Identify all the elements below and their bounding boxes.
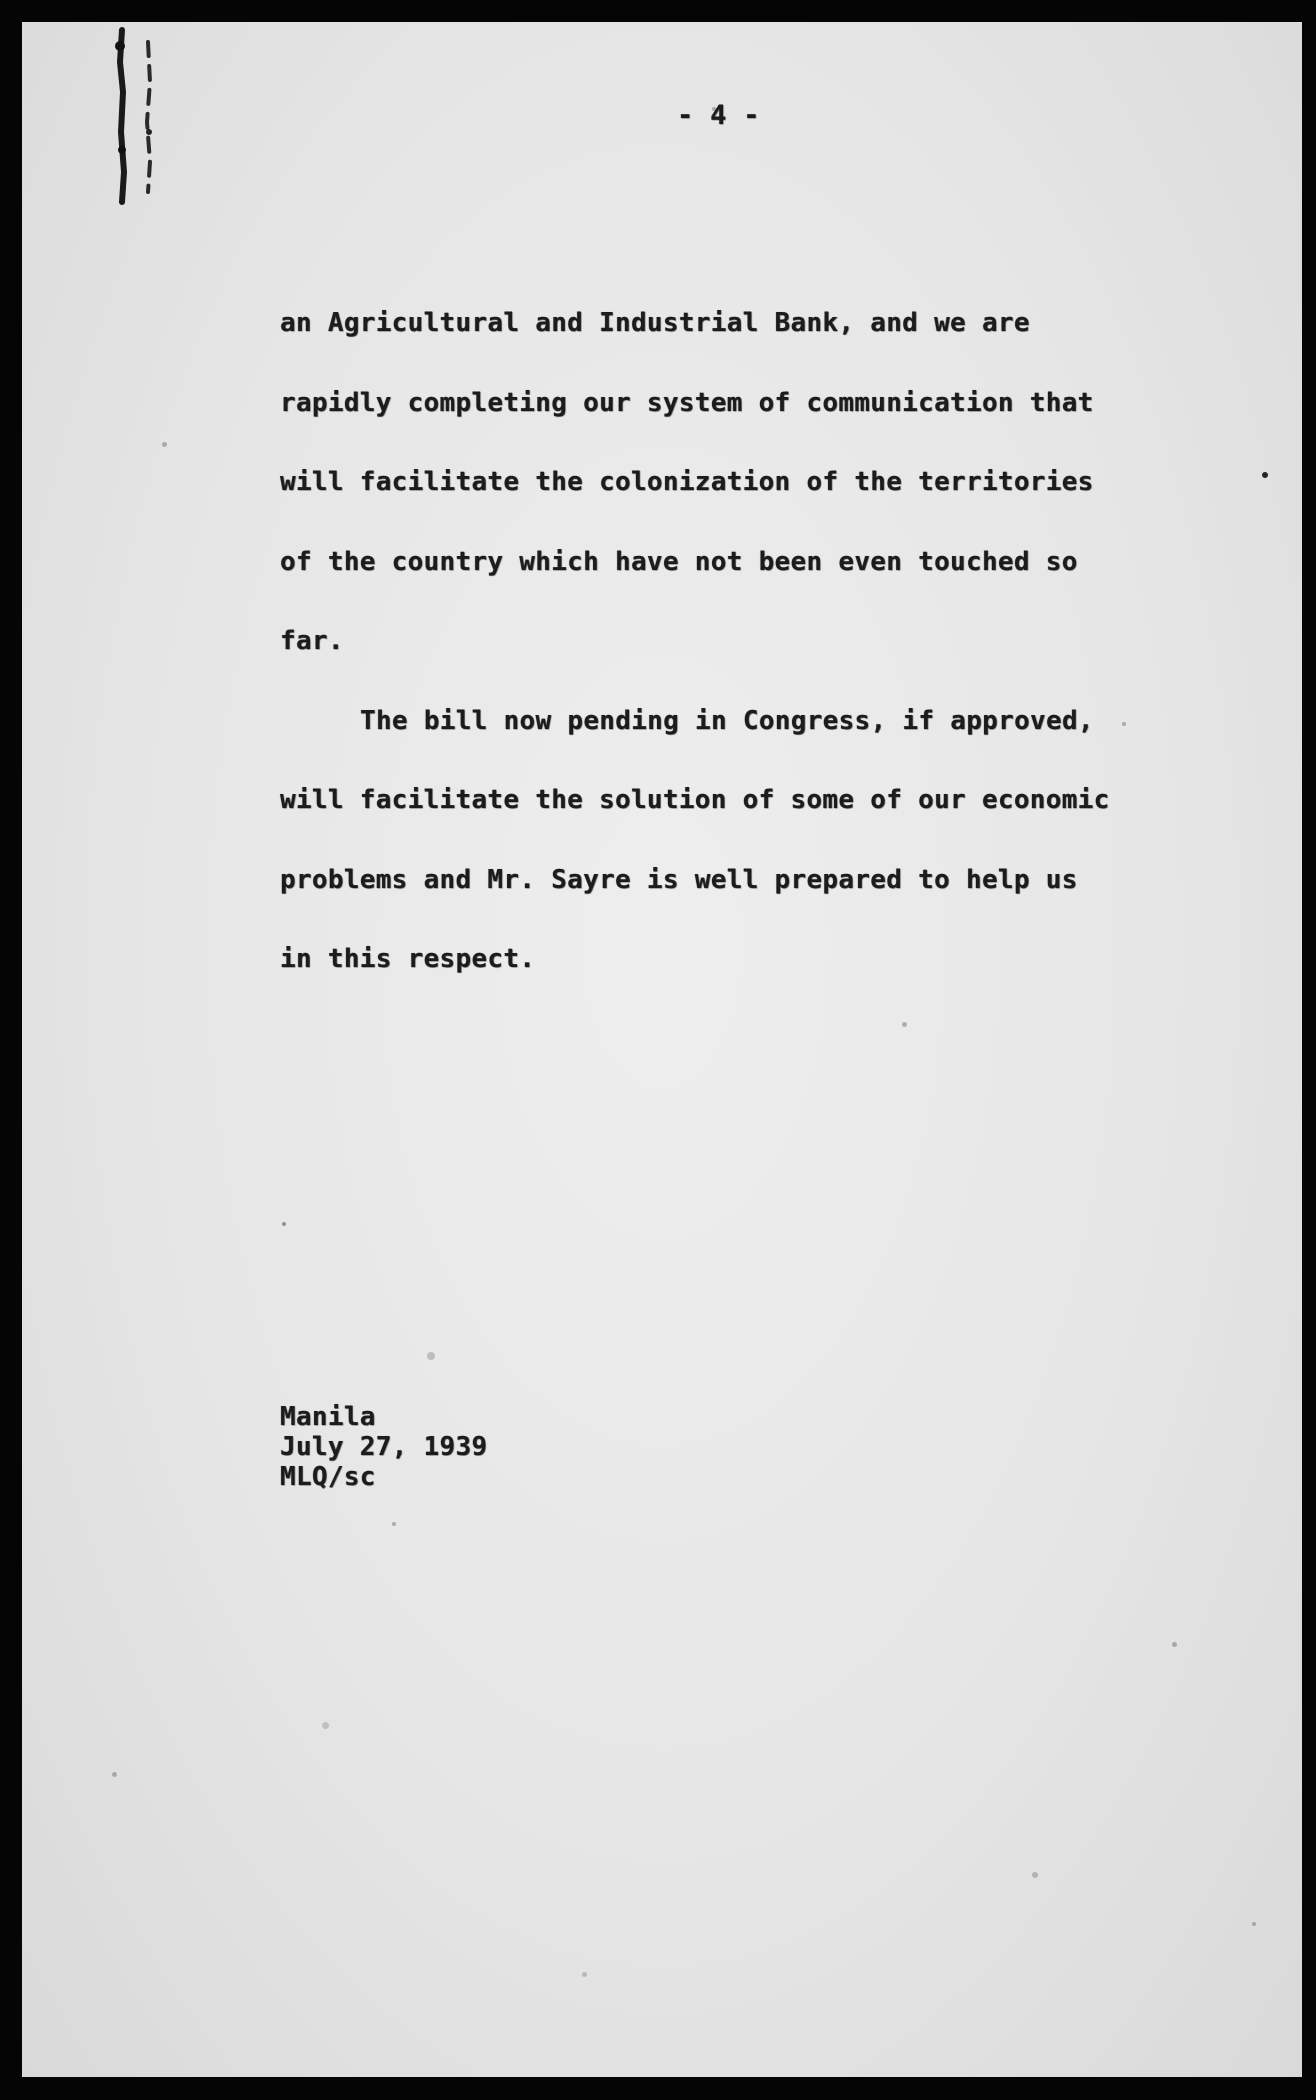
signoff-reference: MLQ/sc	[280, 1462, 376, 1492]
signoff-place: Manila	[280, 1402, 376, 1432]
page-number: - 4 -	[677, 100, 760, 131]
body-line: The bill now pending in Congress, if approved,	[360, 705, 1094, 736]
letter-body	[280, 284, 1140, 1000]
signoff-block	[280, 1402, 487, 1492]
body-line: will facilitate the solution of some of our economic	[280, 785, 1110, 815]
body-line: far.	[280, 626, 344, 656]
body-line: will facilitate the colonization of the territories	[280, 467, 1094, 497]
body-line: of the country which have not been even touched so	[280, 546, 1078, 577]
body-line: an Agricultural and Industrial Bank, and we are	[280, 308, 1030, 338]
document-page	[22, 22, 1302, 2077]
signoff-date: July 27, 1939	[280, 1432, 488, 1462]
body-line: in this respect.	[280, 944, 536, 974]
binding-mark	[100, 22, 170, 222]
body-line: problems and Mr. Sayre is well prepared to help us	[280, 864, 1078, 895]
body-line: rapidly completing our system of communication that	[280, 387, 1094, 418]
